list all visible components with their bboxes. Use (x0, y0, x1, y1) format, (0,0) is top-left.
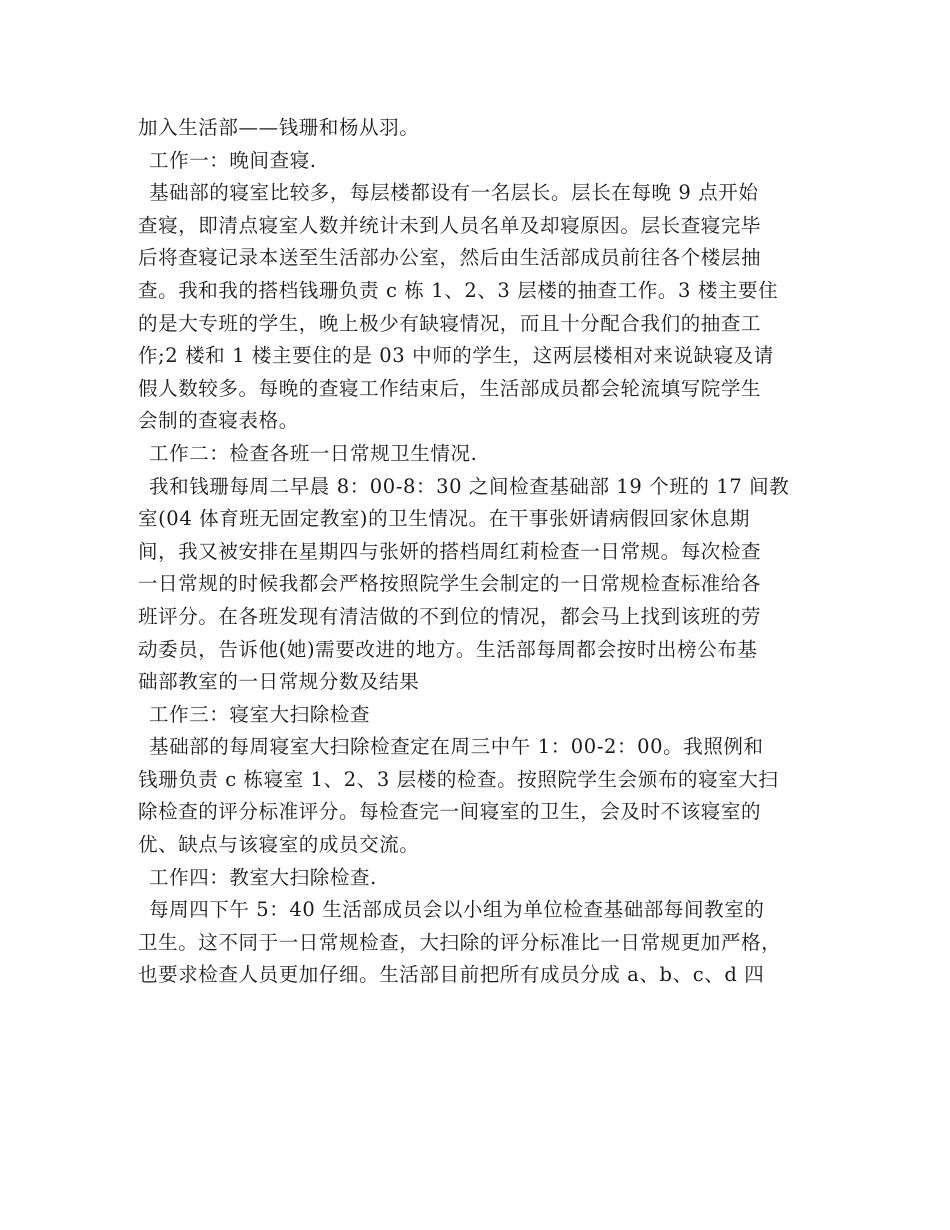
text-line: 除检查的评分标准评分。每检查完一间寝室的卫生，会及时不该寝室的 (138, 800, 762, 824)
text-line: 动委员，告诉他(她)需要改进的地方。生活部每周都会按时出榜公布基 (138, 637, 758, 661)
section-heading-work-2: 工作二：检查各班一日常规卫生情况. (149, 441, 478, 465)
text-line: 钱珊负责 c 栋寝室 1、2、3 层楼的检查。按照院学生会颁布的寝室大扫 (138, 767, 779, 791)
text-line: 假人数较多。每晚的查寝工作结束后，生活部成员都会轮流填写院学生 (138, 376, 762, 400)
text-line: 的是大专班的学生，晚上极少有缺寝情况，而且十分配合我们的抽查工 (138, 311, 762, 335)
text-line: 室(04 体育班无固定教室)的卫生情况。在干事张妍请病假回家休息期 (138, 507, 751, 531)
text-line: 加入生活部——钱珊和杨从羽。 (138, 116, 420, 139)
paragraph-start: 我和钱珊每周二早晨 8：00-8：30 之间检查基础部 19 个班的 17 间教 (149, 474, 790, 498)
text-line: 作;2 楼和 1 楼主要住的是 03 中师的学生，这两层楼相对来说缺寝及请 (138, 344, 774, 368)
text-line: 查寝，即清点寝室人数并统计未到人员名单及却寝原因。层长查寝完毕 (138, 213, 762, 237)
paragraph-start: 基础部的每周寝室大扫除检查定在周三中午 1：00-2：00。我照例和 (149, 735, 764, 759)
text-line: 卫生。这不同于一日常规检查，大扫除的评分标准比一日常规更加严格， (138, 930, 782, 954)
text-line: 会制的查寝表格。 (138, 409, 299, 433)
section-heading-work-3: 工作三：寝室大扫除检查 (149, 702, 371, 726)
paragraph-start: 每周四下午 5：40 生活部成员会以小组为单位检查基础部每间教室的 (149, 898, 765, 922)
text-line: 后将查寝记录本送至生活部办公室，然后由生活部成员前往各个楼层抽 (138, 246, 762, 270)
section-heading-work-1: 工作一：晚间查寝. (149, 148, 317, 172)
text-line: 查。我和我的搭档钱珊负责 c 栋 1、2、3 层楼的抽查工作。3 楼主要住 (138, 278, 779, 302)
text-line: 优、缺点与该寝室的成员交流。 (138, 833, 420, 857)
text-line: 班评分。在各班发现有清洁做的不到位的情况，都会马上找到该班的劳 (138, 604, 762, 628)
text-line: 一日常规的时候我都会严格按照院学生会制定的一日常规检查标准给各 (138, 572, 762, 596)
text-line: 也要求检查人员更加仔细。生活部目前把所有成员分成 a、b、c、d 四 (138, 963, 765, 987)
text-line: 间，我又被安排在星期四与张妍的搭档周红莉检查一日常规。每次检查 (138, 539, 762, 563)
document-body (138, 112, 818, 992)
section-heading-work-4: 工作四：教室大扫除检查. (149, 865, 377, 889)
text-line: 础部教室的一日常规分数及结果 (138, 670, 420, 694)
paragraph-start: 基础部的寝室比较多，每层楼都设有一名层长。层长在每晚 9 点开始 (149, 181, 759, 205)
